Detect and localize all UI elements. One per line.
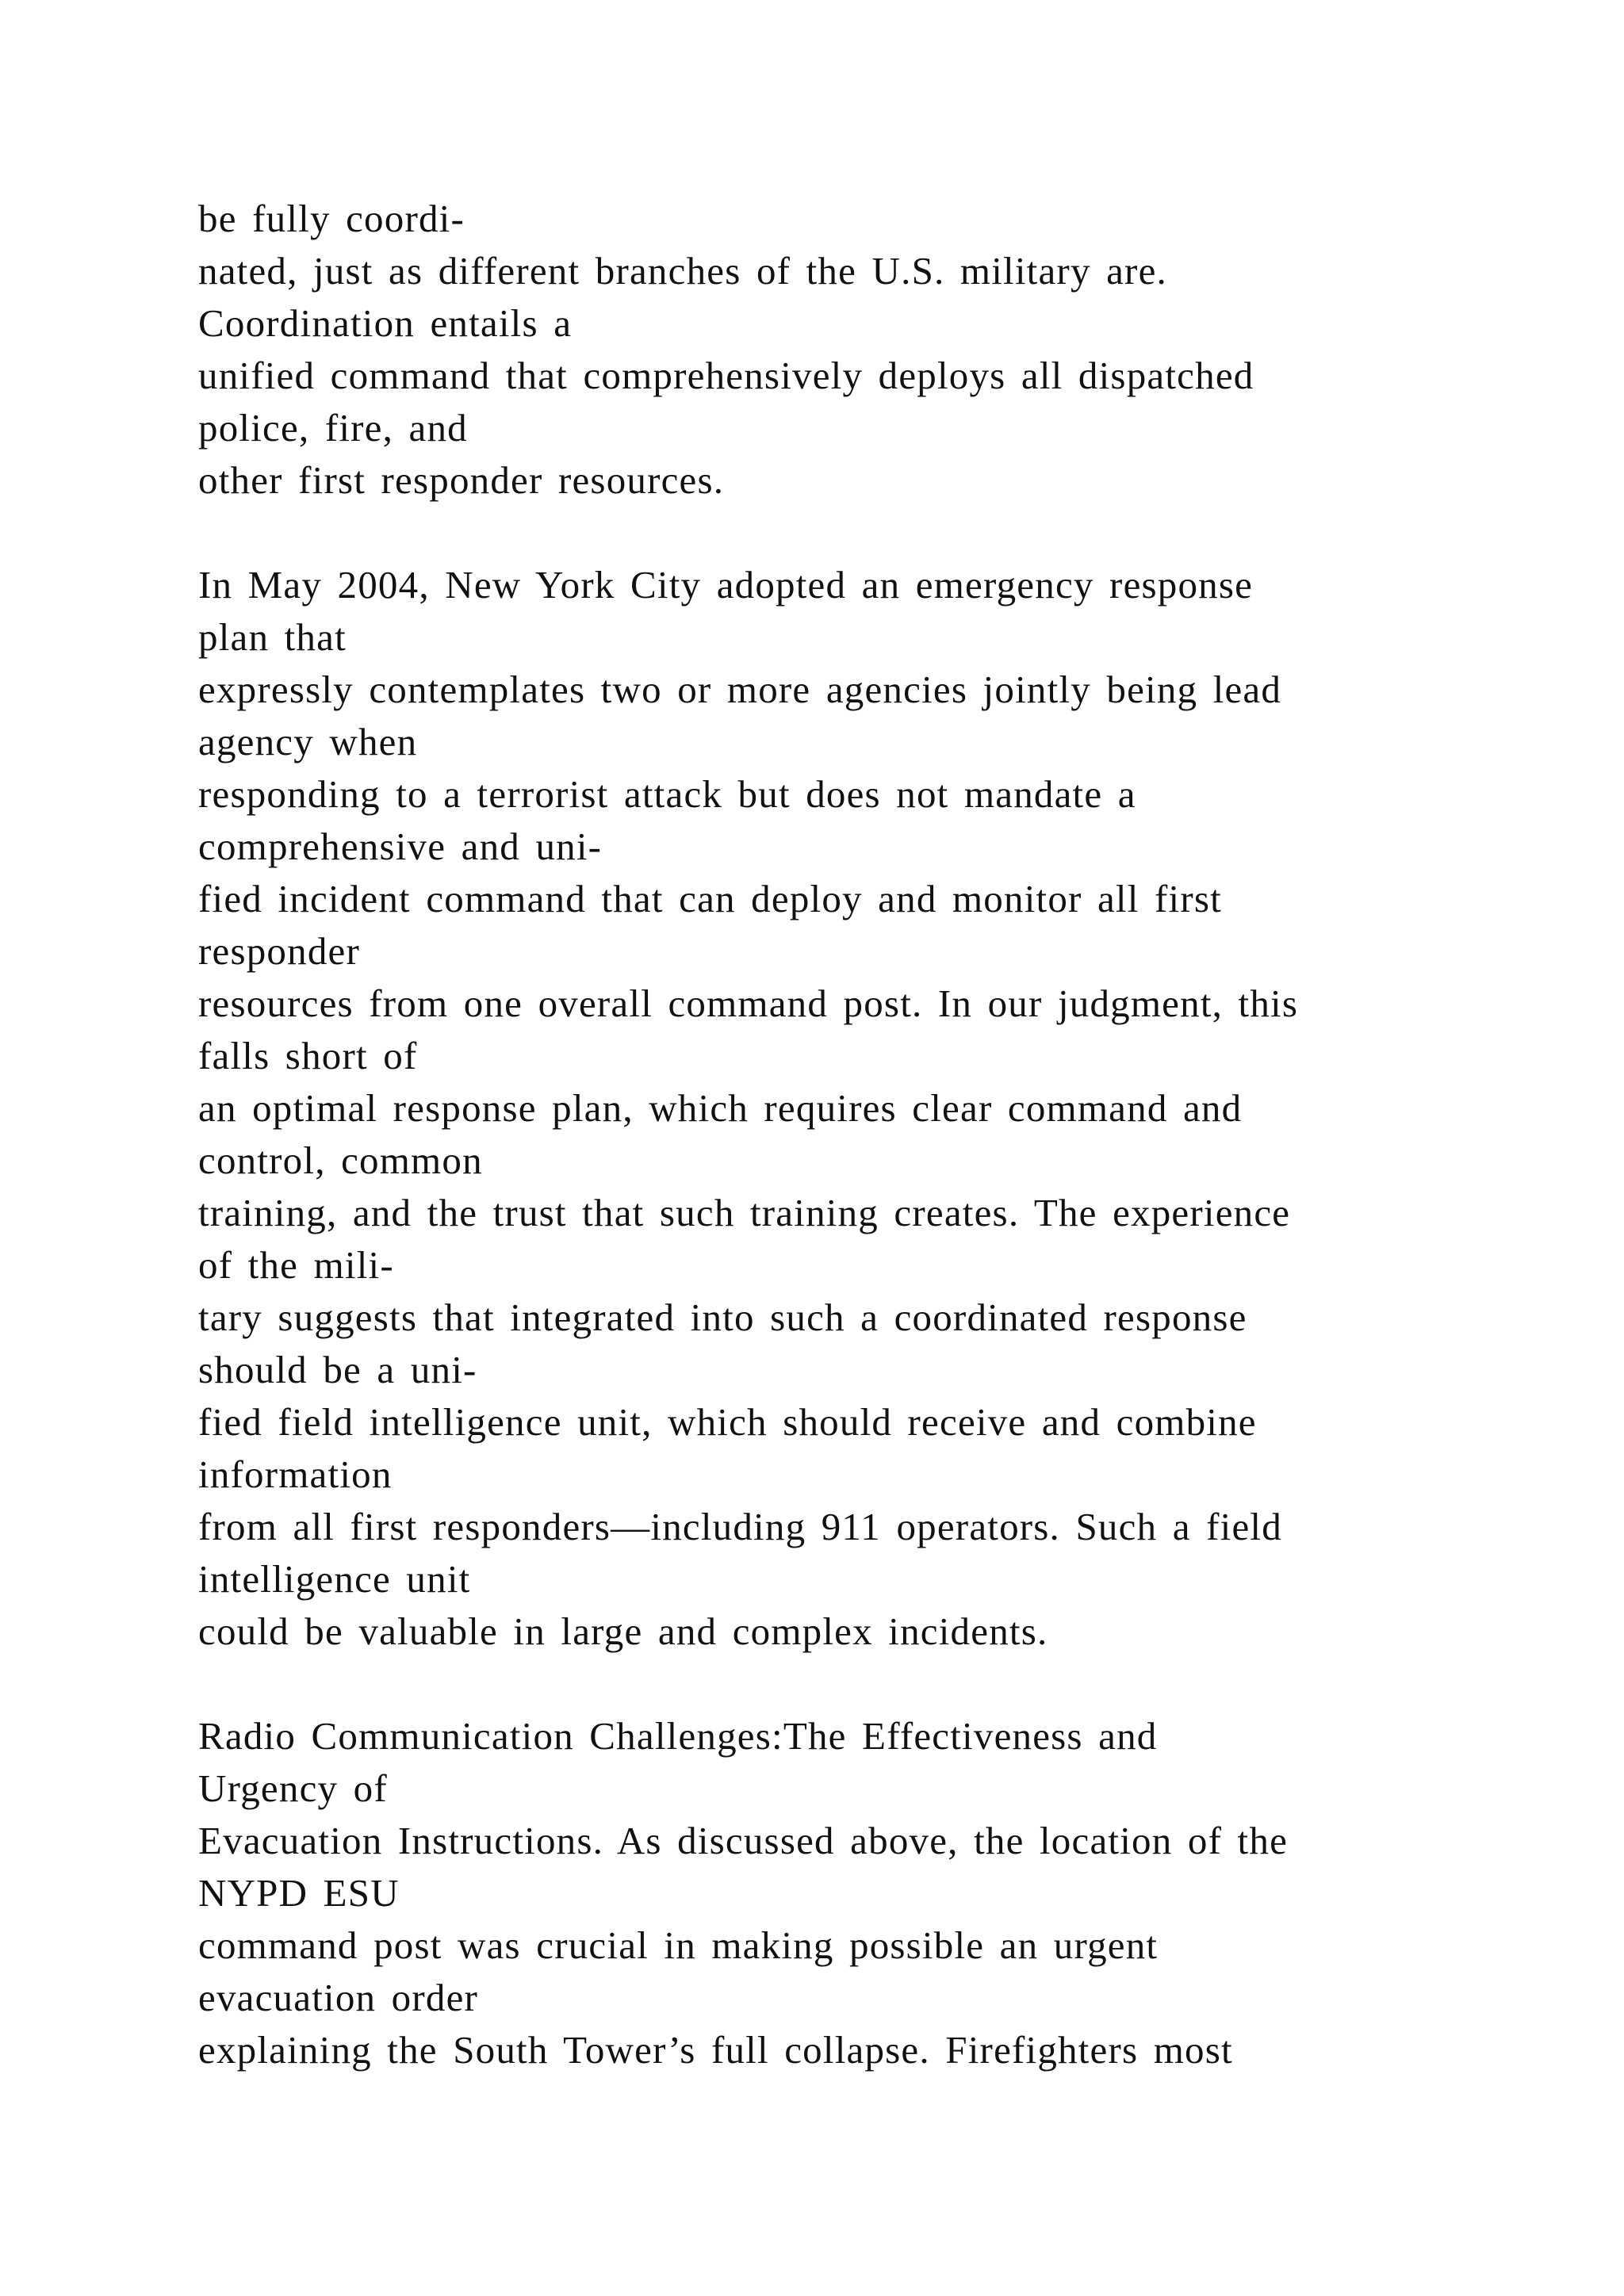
text-line: an optimal response plan, which requires clear command and (198, 1086, 1243, 1130)
text-line: tary suggests that integrated into such a coordinated response (198, 1295, 1247, 1339)
text-line: responder (198, 929, 361, 973)
text-line: fied field intelligence unit, which should receive and combine (198, 1400, 1257, 1444)
text-line: responding to a terrorist attack but does not mandate a (198, 772, 1136, 816)
text-line: nated, just as different branches of the U.S. military are. (198, 249, 1167, 293)
text-line: other first responder resources. (198, 458, 725, 502)
text-line: expressly contemplates two or more agencies jointly being lead (198, 668, 1282, 711)
paragraph-1 (198, 193, 1499, 507)
document-body (198, 193, 1499, 2076)
text-line: Evacuation Instructions. As discussed above, the location of the (198, 1819, 1289, 1862)
text-line: resources from one overall command post. In our judgment, this (198, 982, 1299, 1025)
text-line: Coordination entails a (198, 301, 573, 345)
text-line: fied incident command that can deploy and monitor all first (198, 877, 1222, 920)
text-line: Radio Communication Challenges:The Effectiveness and (198, 1714, 1158, 1758)
text-line: could be valuable in large and complex incidents. (198, 1609, 1048, 1653)
text-line: information (198, 1452, 393, 1496)
text-line: comprehensive and uni- (198, 825, 603, 868)
text-line: control, common (198, 1138, 483, 1182)
paragraph-3 (198, 1710, 1499, 2076)
text-line: evacuation order (198, 1976, 479, 2019)
paragraph-2 (198, 559, 1499, 1658)
text-line: from all first responders—including 911 operators. Such a field (198, 1505, 1282, 1548)
text-line: police, fire, and (198, 406, 468, 450)
text-line: Urgency of (198, 1766, 388, 1810)
text-line: command post was crucial in making possible an urgent (198, 1923, 1159, 1967)
text-line: explaining the South Tower’s full collapse. Firefighters most (198, 2028, 1233, 2072)
text-line: be fully coordi- (198, 197, 465, 240)
text-line: should be a uni- (198, 1348, 477, 1391)
text-line: agency when (198, 720, 418, 763)
text-line: plan that (198, 615, 347, 659)
text-line: NYPD ESU (198, 1871, 400, 1915)
text-line: In May 2004, New York City adopted an emergency response (198, 563, 1254, 607)
text-line: intelligence unit (198, 1557, 471, 1601)
text-line: training, and the trust that such training creates. The experience (198, 1191, 1291, 1234)
text-line: falls short of (198, 1034, 418, 1077)
paragraph-gap (198, 1658, 1499, 1710)
text-line: of the mili- (198, 1243, 394, 1287)
text-line: unified command that comprehensively deploys all dispatched (198, 354, 1254, 397)
paragraph-gap (198, 507, 1499, 559)
